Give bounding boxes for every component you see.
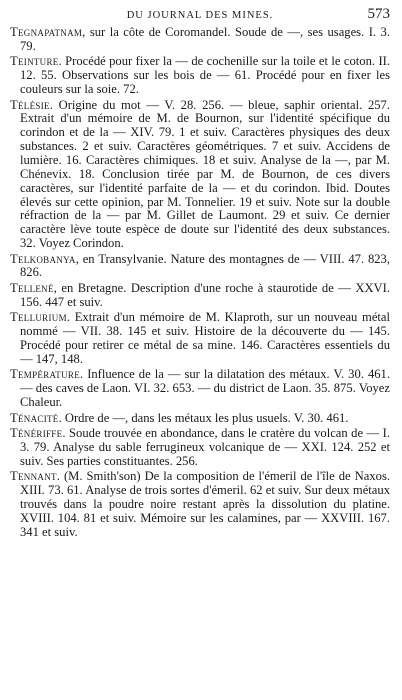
index-entry (10, 412, 390, 426)
index-entry (10, 311, 390, 366)
index-entry (10, 427, 390, 469)
running-head: DU JOURNAL DES MINES. (126, 10, 274, 21)
entry-headword: Tellurium (10, 310, 67, 325)
index-entry (10, 99, 390, 251)
entry-headword: Télésie (10, 97, 50, 112)
entry-text: . Extrait d'un mémoire de M. Klaproth, sur un nouveau métal nommé — VII. 38. 145 et suiv. Histoire de la découverte du — 145. Procédé pour retirer ce métal de sa mine. 146. Caractères essentiels du — 147, 148. (20, 310, 390, 366)
page-number: 573 (367, 6, 390, 22)
entry-headword: Tegnapatnam (10, 25, 83, 39)
index-entry (10, 55, 390, 97)
entry-headword: Ténacité (10, 410, 59, 425)
entry-text: . Influence de la — sur la dilatation des métaux. V. 30. 461. — des caves de Laon. VI. 32. 653. — du district de Laon. 35. 875. Voyez Chaleur. (20, 367, 390, 410)
entry-headword: Température (10, 367, 80, 382)
index-entry (10, 26, 390, 54)
entry-headword: Teinture (10, 54, 59, 69)
entry-text: . Origine du mot — V. 28. 256. — bleue, saphir oriental. 257. Extrait d'un mémoire de M. de Bournon, sur l'identité spécifique du corindon et de la — XIV. 79. 1 et suiv. Caractères physiques des deux substances. 2 et suiv. Caractères géométriques. 7 et suiv. Accidens de lumière. 16. Caractères chimiques. 18 et suiv. Analyse de la —, par M. Chénevix. 18. Conclusion tirée par M. de Bournon, de ces divers caractères, sur l'identité parfaite de la — et du corindon. Ibid. Doutes élevés sur cette opinion, par M. Tonnelier. 19 et suiv. Note sur la double réfraction de la — par M. Gillet de Laumont. 29 et suiv. Ce dernier caractère lève toute espèce de doute sur l'identité des deux substances. 32. Voyez Corindon. (20, 97, 390, 251)
entry-text: . (M. Smith'son) De la composition de l'émeril de l'île de Naxos. XIII. 73. 61. Analyse de trois sortes d'émeril. 62 et suiv. Sur deux métaux trouvés dans la poudre noire restant après la dissolution du platine. XVIII. 104. 81 et suiv. Mémoire sur les calamines, par — XXVIII. 167. 341 et suiv. (20, 469, 390, 539)
entry-headword: Ténériffe (10, 426, 63, 441)
entry-headword: Telkobanya (10, 251, 76, 266)
index-entry (10, 253, 390, 281)
entry-text: , en Transylvanie. Nature des montagnes de — VIII. 47. 823, 826. (20, 251, 390, 280)
index-entry (10, 368, 390, 410)
entry-text: . Soude trouvée en abondance, dans le cratère du volcan de — I. 3. 79. Analyse du sable ferrugineux volcanique de — XXI. 124. 252 et suiv. Ses parties constituantes. 256. (20, 426, 390, 468)
entry-text: , sur la côte de Coromandel. Soude de —, ses usages. I. 3. 79. (20, 25, 390, 53)
entry-text: . Ordre de —, dans les métaux les plus usuels. V. 30. 461. (58, 410, 349, 425)
entry-headword: Tennant (10, 469, 57, 484)
entry-headword: Tellené (10, 280, 54, 295)
entry-text: , en Bretagne. Description d'une roche à staurotide de — XXVI. 156. 447 et suiv. (20, 280, 390, 309)
entry-text: . Procédé pour fixer la — de cochenille sur la toile et le coton. II. 12. 55. Observations sur les bois de — 61. Procédé pour en fixer les couleurs sur la soie. 72. (20, 54, 390, 97)
page-header (10, 6, 390, 26)
index-entry (10, 282, 390, 310)
index-entry (10, 470, 390, 539)
index-entries (10, 26, 390, 540)
